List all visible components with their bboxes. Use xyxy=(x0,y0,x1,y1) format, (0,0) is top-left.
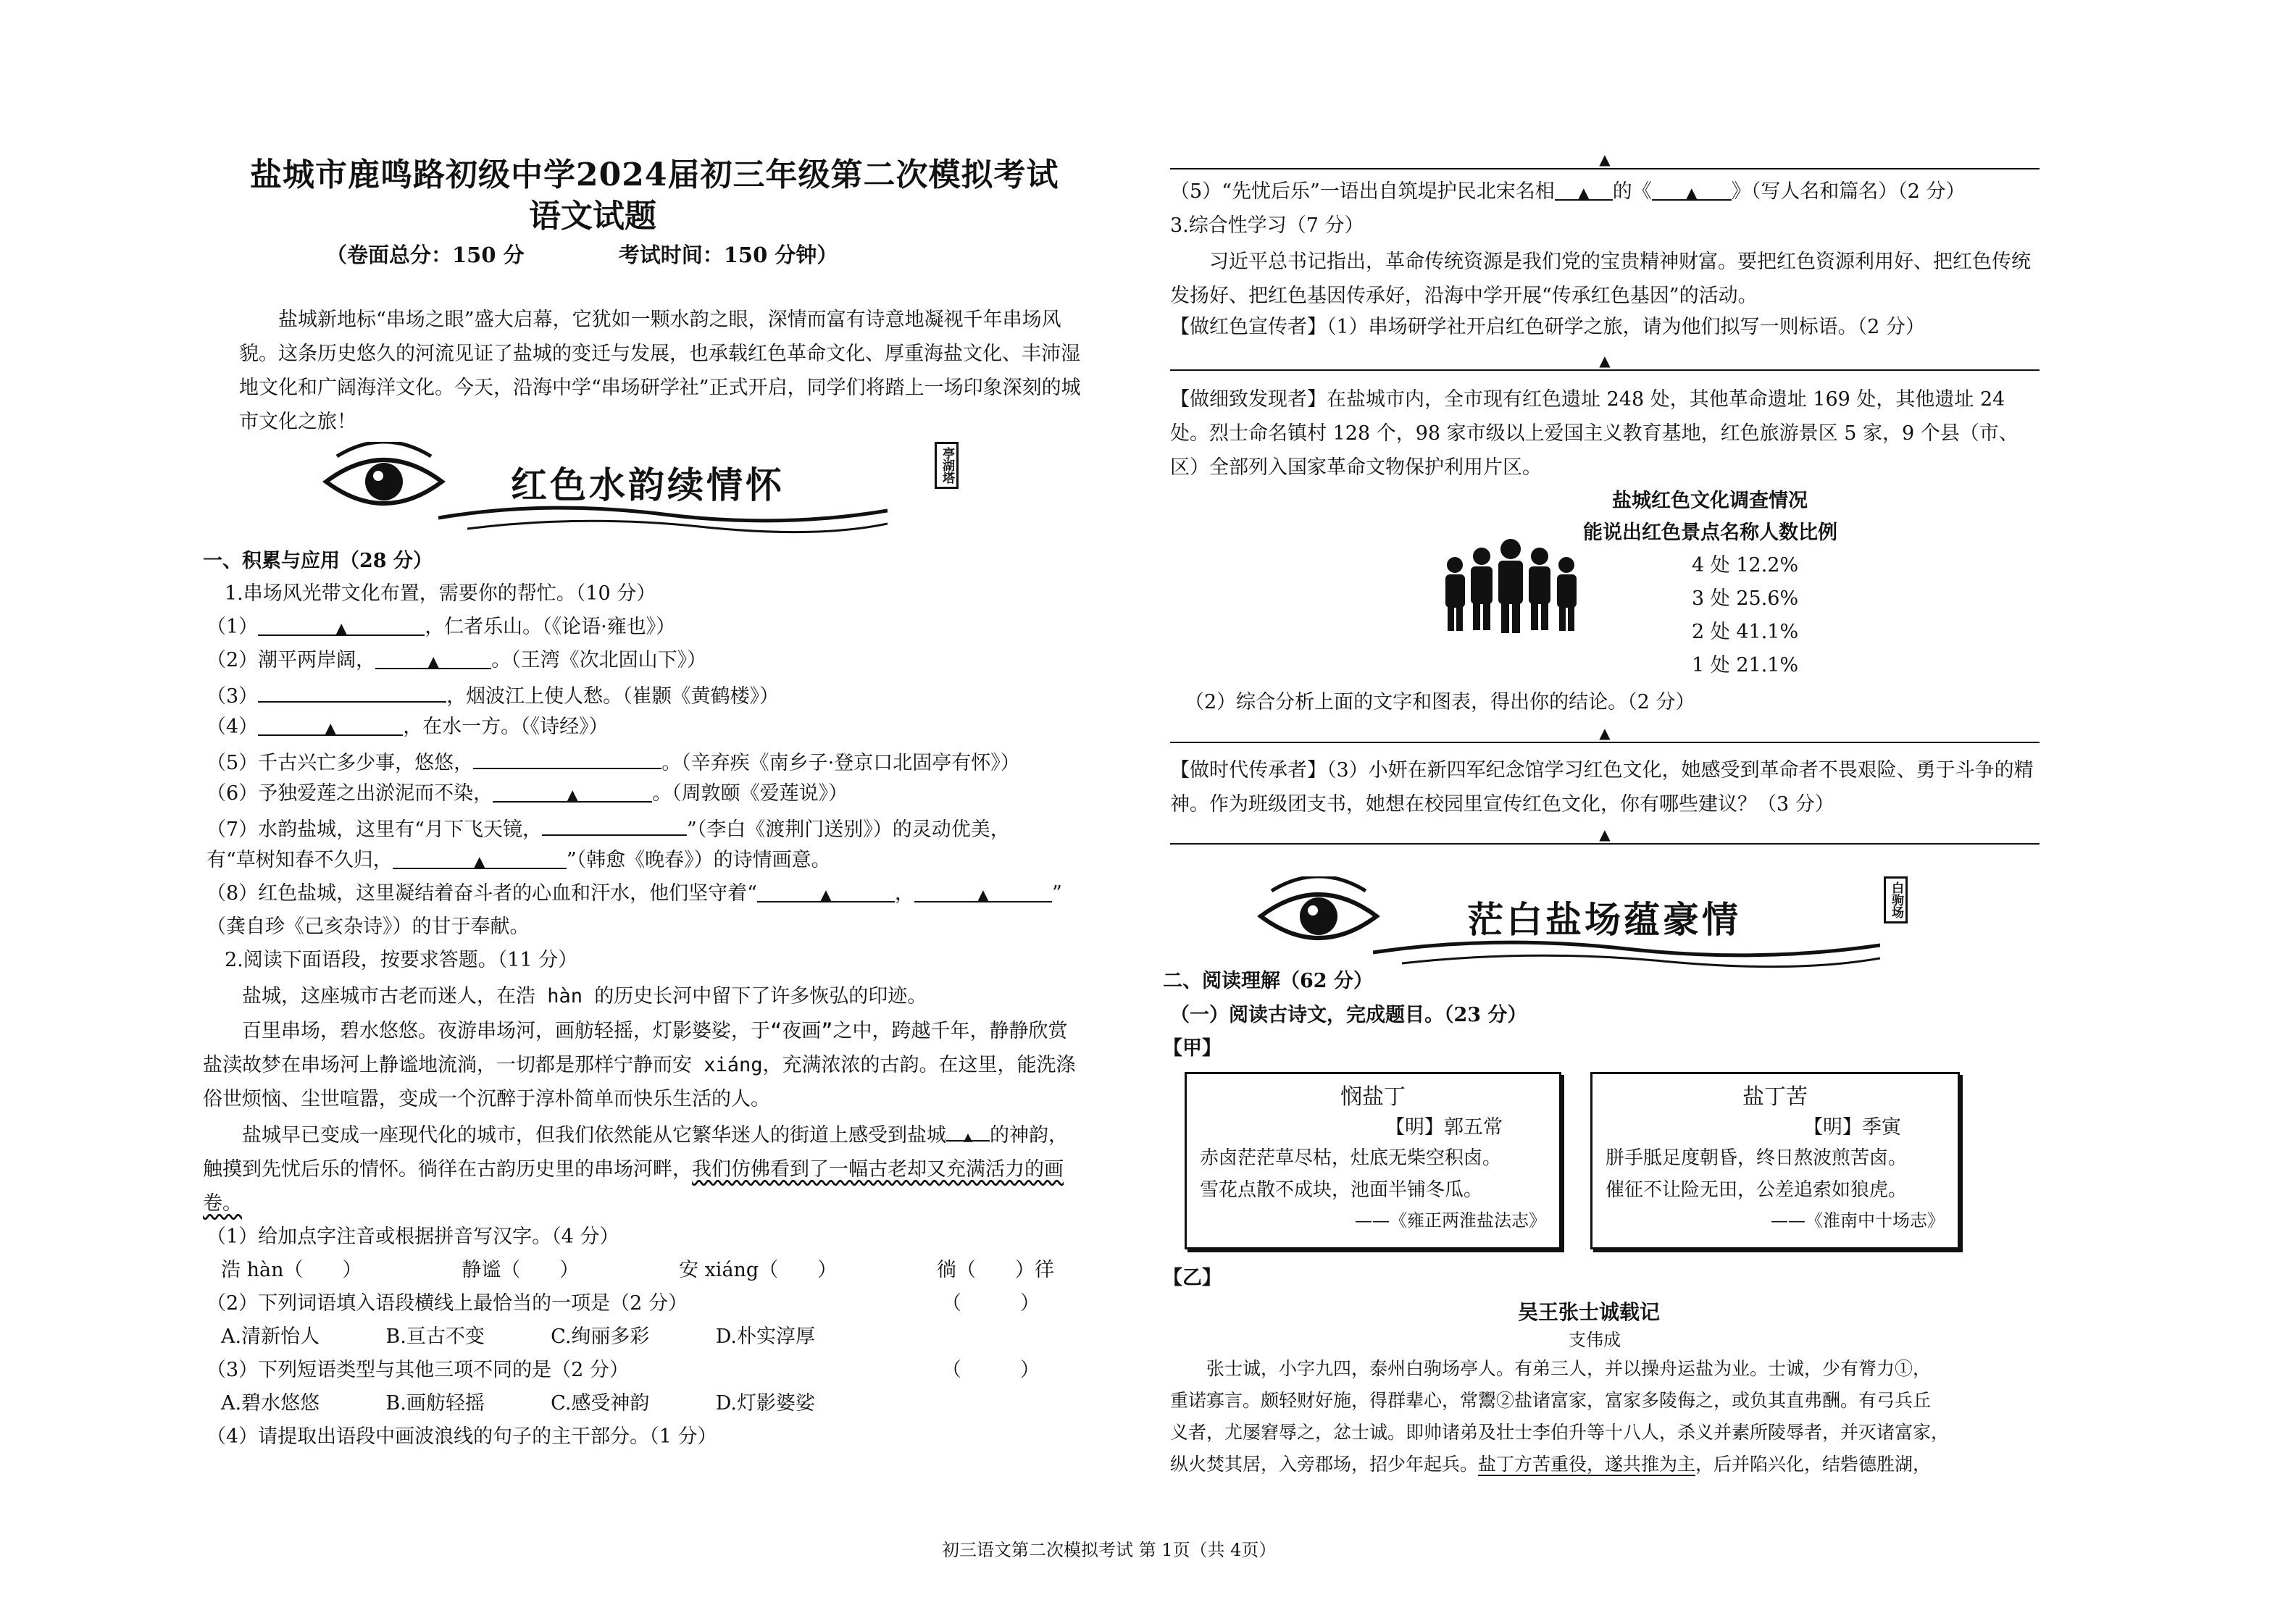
underlined-sentence: 盐丁方苦重役，遂共推为主 xyxy=(1478,1454,1696,1475)
question-5: （5）“先忧后乐”一语出自筑堤护民北宋名相 ▲ 的《 ▲ 》（写人名和篇名）（2 分） xyxy=(1170,177,1966,206)
section2-heading: 二、阅读理解（62 分） xyxy=(1163,970,1373,992)
answer-line[interactable]: ▲ xyxy=(1170,719,2040,747)
option[interactable]: B.亘古不变 xyxy=(385,1325,485,1348)
answer-line[interactable]: ▲ xyxy=(1170,346,2040,375)
option[interactable]: D.朴实淳厚 xyxy=(715,1325,815,1348)
survey-subtitle: 能说出红色景点名称人数比例 xyxy=(1583,522,1837,544)
section-banner-red xyxy=(322,442,960,536)
article-title: 吴王张士诚载记 xyxy=(1518,1300,1661,1324)
intro-paragraph: 盐城新地标“串场之眼”盛大启幕，它犹如一颗水韵之眼，深情而富有诗意地凝视千年串场风貌。这条历史悠久的河流见证了盐城的变迁与发展，也承载红色革命文化、厚重海盐文化、丰沛湿地文化和广阔海洋文化。今天，沿海中学“串场研学社”正式开启，同学们将踏上一场印象深刻的城市文化之旅！ xyxy=(239,309,1081,433)
banner-title-salt: 茫白盐场蕴豪情 xyxy=(1467,899,1741,941)
answer-blank[interactable]: ▲ xyxy=(1555,177,1613,201)
answer-line[interactable]: ▲ xyxy=(1170,820,2040,849)
option[interactable]: B.画舫轻摇 xyxy=(385,1392,485,1415)
fill-item-5: （5）千古兴亡多少事，悠悠， 。（辛弃疾《南乡子·登京口北固亭有怀》） xyxy=(206,746,1020,778)
stat-3: 3 处 25.6% xyxy=(1692,587,1799,610)
banner-seal-salt: 白驹场 xyxy=(1884,876,1908,923)
fill-item-2: （2）潮平两岸阔， ▲ 。（王湾《次北固山下》） xyxy=(206,646,706,675)
question-2: 2.阅读下面语段，按要求答题。（11 分） xyxy=(225,949,578,971)
pinyin-item[interactable]: 安 xiáng（ ） xyxy=(679,1259,838,1281)
q3-part2-intro: 【做细致发现者】在盐城市内，全市现有红色遗址 248 处，其他革命遗址 169 处，其他遗址 24 处。烈士命名镇村 128 个，98 家市级以上爱国主义教育基地，红色旅游景区 5 家，9 个县（市、区）全部列入国家革命文物保护利用片区。 xyxy=(1170,388,2019,479)
pinyin-items xyxy=(221,1256,1054,1285)
label-yi: 【乙】 xyxy=(1163,1267,1222,1289)
page-footer: 初三语文第二次模拟考试 第 1页（共 4页） xyxy=(942,1540,1277,1560)
answer-paren[interactable]: （ ） xyxy=(942,1292,1040,1315)
article-author: 支伟成 xyxy=(1569,1330,1621,1350)
article-body: 张士诚，小字九四，泰州白驹场亭人。有弟三人，并以操舟运盐为业。士诚，少有膂力①， 重诺寡言。颇轻财好施，得群辈心，常鬻②盐诸富家，富家多陵侮之，或负其直弗酬。有弓兵丘 义者，尤屡窘辱之，忿士诚。即帅诸弟及壮士李伯升等十八人，杀义并素所陵辱者，并灭诸富家， 纵火焚其居，入旁郡场，招少年起兵。盐丁方苦重役，遂共推为主，后并陷兴化，结砦德胜湖， xyxy=(1170,1358,1950,1475)
q3-intro: 习近平总书记指出，革命传统资源是我们党的宝贵精神财富。要把红色资源利用好、把红色传统发扬好、把红色基因传承好，沿海中学开展“传承红色基因”的活动。 xyxy=(1170,251,2031,307)
sub-question-2: （2）下列词语填入语段横线上最恰当的一项是（2 分） xyxy=(206,1292,688,1315)
answer-blank[interactable]: ▲ xyxy=(393,846,567,869)
exam-subtitle: 语文试题 xyxy=(529,198,656,235)
wave-decoration xyxy=(1373,931,1880,971)
passage-p3: 盐城早已变成一座现代化的城市，但我们依然能从它繁华迷人的街道上感受到盐城 ▲ 的神韵，触摸到先忧后乐的情怀。徜徉在古韵历史里的串场河畔，我们仿佛看到了一幅古老却又充满活力的画卷。 xyxy=(203,1118,1080,1220)
eye-icon xyxy=(1257,876,1380,956)
poem-card-2 xyxy=(1590,1072,1960,1249)
option[interactable]: D.灯影婆娑 xyxy=(715,1392,815,1415)
answer-blank[interactable]: ▲ xyxy=(757,879,895,902)
answer-blank[interactable]: ▲ xyxy=(258,613,425,636)
fill-item-6: （6）予独爱莲之出淤泥而不染， ▲ 。（周敦颐《爱莲说》） xyxy=(206,779,848,808)
answer-blank[interactable]: ▲ xyxy=(914,879,1052,902)
option[interactable]: C.绚丽多彩 xyxy=(551,1325,650,1348)
poem-card-1 xyxy=(1185,1072,1561,1249)
stat-1: 1 处 21.1% xyxy=(1692,654,1799,677)
stat-2: 2 处 41.1% xyxy=(1692,621,1799,643)
poem-author: 【明】郭五常 xyxy=(1385,1116,1503,1139)
answer-blank[interactable] xyxy=(542,813,687,836)
poem-title: 盐丁苦 xyxy=(1742,1084,1808,1110)
wavy-sentence: 我们仿佛看到了一幅古老却又充满活力的画卷。 xyxy=(203,1158,1064,1215)
answer-blank[interactable]: ▲ xyxy=(1652,177,1732,201)
answer-blank[interactable] xyxy=(258,679,446,703)
poem-source: ——《淮南中十场志》 xyxy=(1771,1210,1945,1231)
poem-title: 悯盐丁 xyxy=(1340,1084,1406,1110)
sub-question-3: （3）下列短语类型与其他三项不同的是（2 分） xyxy=(206,1359,629,1381)
sub-question-1: （1）给加点字注音或根据拼音写汉字。（4 分） xyxy=(206,1226,619,1248)
answer-blank[interactable] xyxy=(473,746,661,769)
poem-line: 胼手胝足度朝昏，终日熬波煎苦卤。 xyxy=(1606,1147,1908,1169)
fill-item-7: （7）水韵盐城，这里有“月下飞天镜， ”（李白《渡荆门送别》）的灵动优美， xyxy=(206,813,1010,845)
right-column xyxy=(1163,0,2050,1621)
answer-blank[interactable]: ▲ xyxy=(493,779,652,803)
label-jia: 【甲】 xyxy=(1163,1037,1222,1060)
sub3-options xyxy=(221,1389,815,1418)
q3-part2: （2）综合分析上面的文字和图表，得出你的结论。（2 分） xyxy=(1185,691,1695,713)
fill-item-7b: 有“草树知春不久归， ▲ ”（韩愈《晚春》）的诗情画意。 xyxy=(206,846,831,875)
sub-question-4: （4）请提取出语段中画波浪线的句子的主干部分。（1 分） xyxy=(206,1425,717,1448)
passage-p2: 百里串场，碧水悠悠。夜游串场河，画舫轻摇，灯影婆娑，于“夜画”之中，跨越千年，静静欣赏盐渎故梦在串场河上静谧地流淌，一切都是那样宁静而安 xiáng，充满浓浓的古韵。在这里，能洗涤俗世烦恼、尘世喧嚣，变成一个沉醉于淳朴简单而快乐生活的人。 xyxy=(203,1020,1076,1110)
fill-item-3: （3） ，烟波江上使人愁。（崔颢《黄鹤楼》） xyxy=(206,679,779,711)
poem-line: 雪花点散不成块，池面半铺冬瓜。 xyxy=(1200,1179,1483,1201)
fill-item-1: （1） ▲ ，仁者乐山。（《论语·雍也》） xyxy=(206,613,675,642)
poem-line: 催征不让险无田，公差追索如狼虎。 xyxy=(1606,1179,1908,1201)
sub2-options xyxy=(221,1323,815,1352)
option[interactable]: C.感受神韵 xyxy=(551,1392,650,1415)
answer-blank[interactable]: ▲ xyxy=(258,713,403,736)
option[interactable]: A.清新怡人 xyxy=(221,1325,320,1348)
pinyin-item[interactable]: 徜（ ）徉 xyxy=(936,1259,1054,1281)
exam-title: 盐城市鹿鸣路初级中学2024届初三年级第二次模拟考试 xyxy=(250,156,1059,193)
question-3: 3.综合性学习（7 分） xyxy=(1170,214,1364,237)
option[interactable]: A.碧水悠悠 xyxy=(221,1392,320,1415)
wave-decoration xyxy=(438,496,888,536)
pinyin-item[interactable]: 浩 hàn（ ） xyxy=(221,1259,362,1281)
answer-blank[interactable]: ▲ xyxy=(375,646,491,669)
passage-p1: 盐城，这座城市古老而迷人，在浩 hàn 的历史长河中留下了许多恢弘的印迹。 xyxy=(242,985,927,1008)
question-1: 1.串场风光带文化布置，需要你的帮忙。（10 分） xyxy=(225,582,656,605)
poem-source: ——《雍正两淮盐法志》 xyxy=(1355,1210,1546,1231)
fill-item-8-source: （龚自珍《己亥杂诗》）的甘于奉献。 xyxy=(206,916,530,938)
q3-part1: 【做红色宣传者】（1）串场研学社开启红色研学之旅，请为他们拟写一则标语。（2 分） xyxy=(1170,316,1925,338)
banner-seal-red: 亭湖塔 xyxy=(935,442,959,489)
fill-item-4: （4） ▲ ，在水一方。（《诗经》） xyxy=(206,713,609,742)
answer-paren[interactable]: （ ） xyxy=(942,1359,1040,1381)
banner-title-red: 红色水韵续情怀 xyxy=(511,464,785,506)
answer-blank[interactable]: ▲ xyxy=(946,1118,990,1142)
section2-part1: （一）阅读古诗文，完成题目。（23 分） xyxy=(1170,1004,1527,1026)
section-banner-salt xyxy=(1257,876,1909,971)
survey-stats xyxy=(1692,549,1798,682)
eye-icon xyxy=(322,442,446,522)
pinyin-item[interactable]: 静谧（ ） xyxy=(462,1259,580,1281)
stat-4: 4 处 12.2% xyxy=(1692,554,1799,577)
people-icon xyxy=(1442,536,1579,637)
survey-title: 盐城红色文化调查情况 xyxy=(1612,490,1808,512)
q3-part3: 【做时代传承者】（3）小妍在新四军纪念馆学习红色文化，她感受到革命者不畏艰险、勇于斗争的精神。作为班级团支书，她想在校园里宣传红色文化，你有哪些建议？（3 分） xyxy=(1170,759,2034,816)
exam-time: 考试时间：150 分钟） xyxy=(618,243,838,267)
left-column xyxy=(196,0,1094,1621)
fill-item-8: （8）红色盐城，这里凝结着奋斗者的心血和汗水，他们坚守着“ ▲ ， ▲ ” xyxy=(206,879,1062,908)
answer-line[interactable]: ▲ xyxy=(1170,145,2040,174)
total-score: （卷面总分：150 分 xyxy=(326,243,525,267)
poem-author: 【明】季寅 xyxy=(1803,1116,1901,1139)
exam-meta xyxy=(326,239,924,269)
section1-heading: 一、积累与应用（28 分） xyxy=(203,550,433,572)
poem-line: 赤卤茫茫草尽枯，灶底无柴空积卤。 xyxy=(1200,1147,1502,1169)
